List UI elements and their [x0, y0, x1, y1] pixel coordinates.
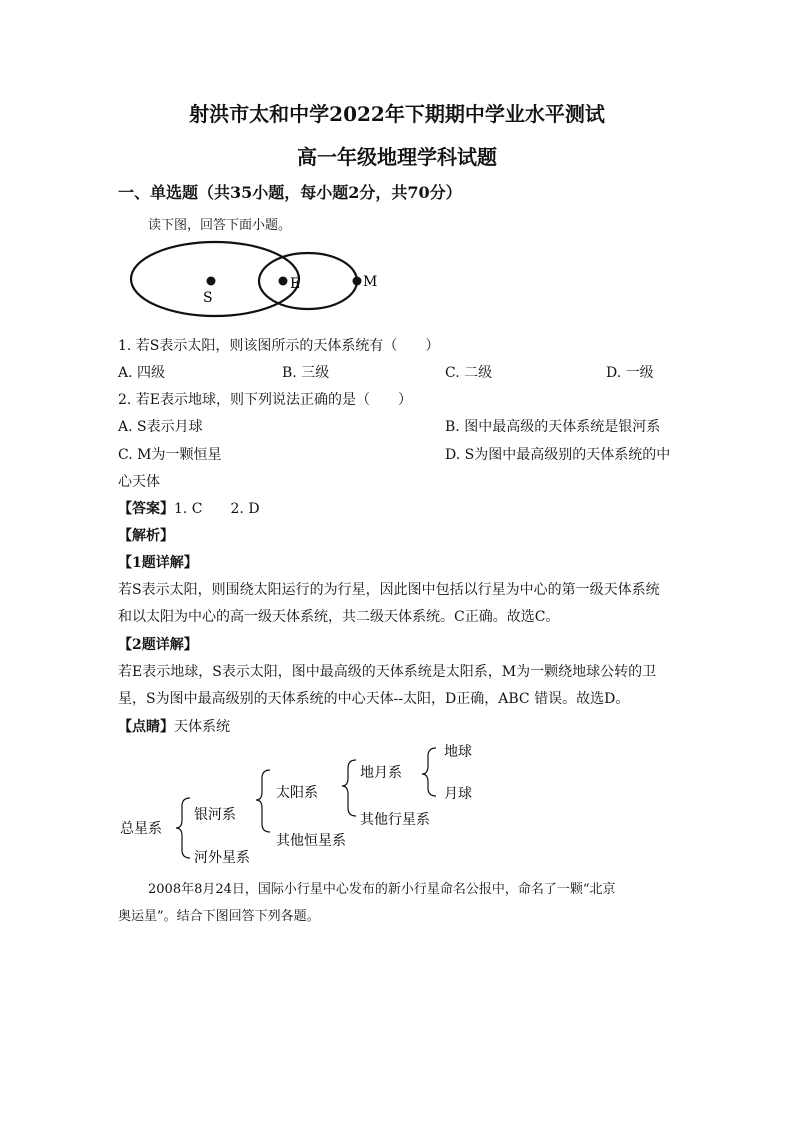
earth-orbit-ellipse [259, 253, 357, 309]
analysis-label: 【解析】 [118, 528, 174, 544]
answer-line [118, 498, 260, 518]
analysis-1-line1: 若S表示太阳，则围绕太阳运行的为行星，因此图中包括以行星为中心的第一级天体系统 [118, 582, 660, 598]
point-m [353, 277, 362, 286]
node-universe: 总星系 [120, 821, 162, 837]
question-2-stem: 2. 若E表示地球，则下列说法正确的是（ ） [118, 392, 413, 408]
label-e: E [290, 276, 301, 292]
analysis-2-line2: 星，S为图中最高级别的天体系统的中心天体--太阳，D正确，ABC 错误。故选D。 [118, 691, 630, 707]
node-moon: 月球 [444, 786, 472, 802]
tips-line [118, 716, 230, 736]
brace-universe [176, 798, 190, 858]
analysis-2-label: 【2题详解】 [118, 637, 198, 653]
node-solar-system: 太阳系 [276, 785, 318, 801]
question-intro: 读下图，回答下面小题。 [148, 218, 292, 233]
analysis-2-line1: 若E表示地球，S表示太阳，图中最高级的天体系统是太阳系，M为一颗绕地球公转的卫 [118, 664, 657, 680]
label-s: S [203, 290, 213, 306]
answer-label: 【答案】 [118, 501, 174, 517]
label-m: M [363, 274, 378, 290]
answer-text: 1. C 2. D [174, 501, 260, 517]
page-title: 射洪市太和中学2022年下期期中学业水平测试 [189, 102, 605, 126]
q2-option-d: D. S为图中最高级别的天体系统的中 [445, 447, 671, 463]
brace-milky-way [256, 770, 270, 832]
point-e [279, 277, 288, 286]
node-milky-way: 银河系 [194, 807, 236, 823]
passage-line1: 2008年8月24日，国际小行星中心发布的新小行星命名公报中，命名了一颗“北京 [148, 882, 616, 897]
brace-earth-moon [422, 748, 436, 796]
passage-line2: 奥运星”。结合下图回答下列各题。 [118, 909, 320, 924]
q2-option-c: C. M为一颗恒星 [118, 447, 222, 463]
q1-option-c: C. 二级 [445, 365, 493, 381]
node-other-galaxies: 河外星系 [194, 850, 250, 866]
node-earth: 地球 [444, 744, 472, 760]
point-s [207, 277, 216, 286]
q1-option-d: D. 一级 [606, 365, 654, 381]
q1-option-b: B. 三级 [282, 365, 330, 381]
section-heading: 一、单选题（共35小题，每小题2分，共70分） [118, 183, 462, 202]
q2-option-a: A. S表示月球 [118, 419, 203, 435]
orbit-diagram [125, 238, 395, 322]
tips-label: 【点睛】 [118, 719, 174, 735]
q2-option-b: B. 图中最高级的天体系统是银河系 [445, 419, 661, 435]
brace-solar-system [342, 760, 356, 816]
question-1-stem: 1. 若S表示太阳，则该图所示的天体系统有（ ） [118, 338, 440, 354]
analysis-1-line2: 和以太阳为中心的高一级天体系统，共二级天体系统。C正确。故选C。 [118, 609, 560, 625]
q2-option-d-cont: 心天体 [118, 474, 160, 490]
node-other-stars: 其他恒星系 [276, 833, 346, 849]
node-other-planets: 其他行星系 [360, 812, 430, 828]
page-subtitle: 高一年级地理学科试题 [297, 145, 497, 169]
q1-option-a: A. 四级 [118, 365, 166, 381]
analysis-1-label: 【1题详解】 [118, 555, 198, 571]
celestial-hierarchy-diagram [110, 736, 490, 870]
tips-text: 天体系统 [174, 719, 230, 735]
node-earth-moon: 地月系 [360, 765, 402, 781]
